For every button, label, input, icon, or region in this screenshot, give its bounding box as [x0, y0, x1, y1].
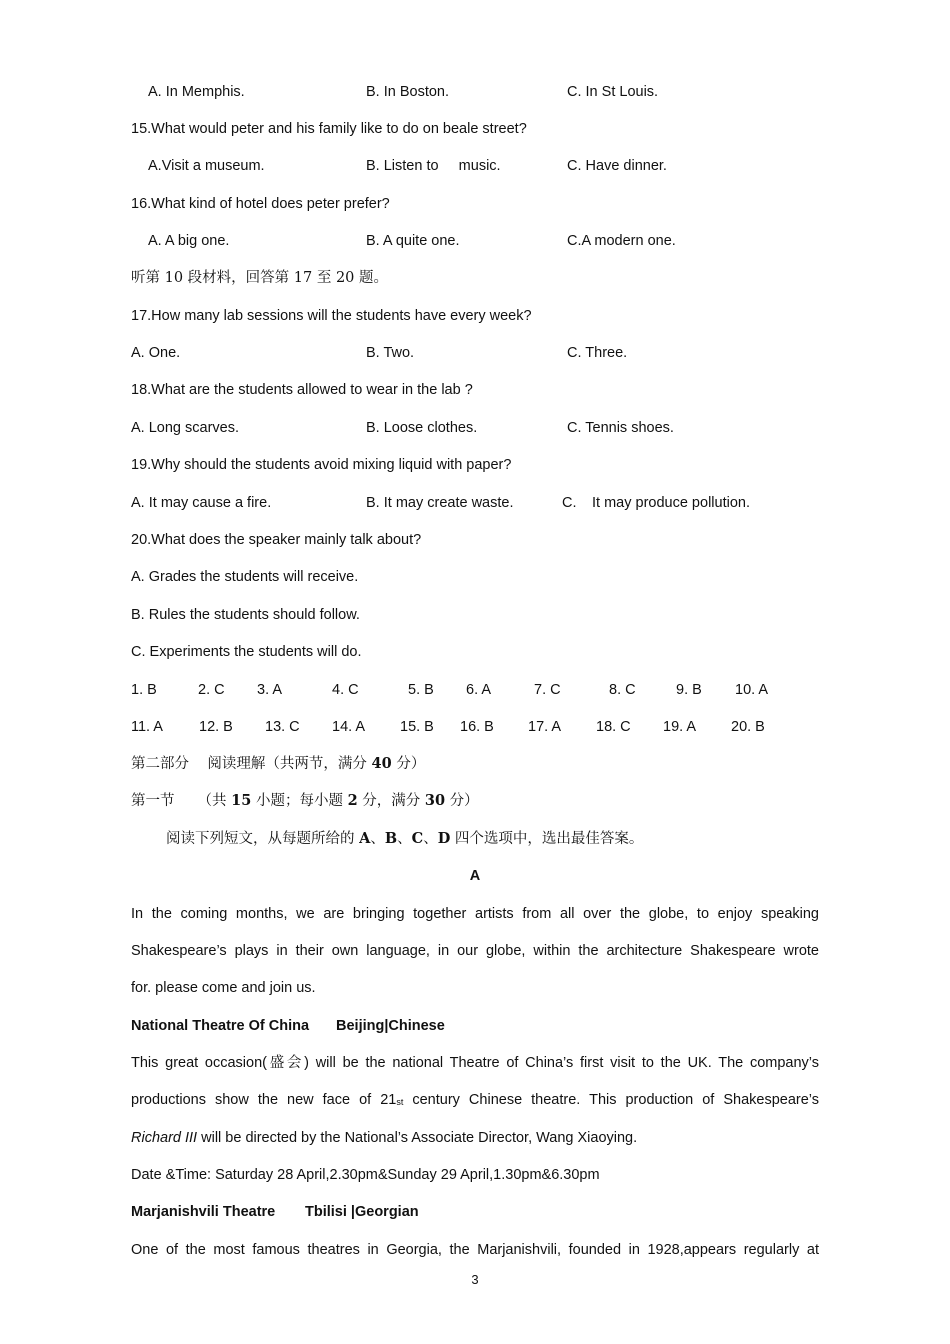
marjanishvili-name: Marjanishvili Theatre: [131, 1204, 276, 1220]
answer-item: 15. B: [400, 719, 434, 735]
q16-option-b: B. A quite one.: [366, 233, 460, 249]
answer-item: 16. B: [460, 719, 494, 735]
answer-item: 13. C: [265, 719, 300, 735]
answer-item: 14. A: [332, 719, 366, 735]
answer-item: 7. C: [534, 682, 561, 698]
q19-stem: 19.Why should the students avoid mixing liquid with paper?: [131, 457, 512, 473]
marjanishvili-location: Tbilisi |Georgian: [305, 1204, 419, 1220]
nt-china-line-2: productions show the new face of 21st century Chinese theatre. This production of Shakespeare’s: [131, 1092, 820, 1108]
section-10-instruction: 听第 10 段材料，回答第 17 至 20 题。: [131, 270, 389, 286]
answer-item: 1. B: [131, 682, 157, 698]
answer-item: 9. B: [676, 682, 702, 698]
marjanishvili-line-1: One of the most famous theatres in Georgia, the Marjanishvili, founded in 1928,appears regularly at: [131, 1242, 819, 1258]
nt-china-datetime: Date &Time: Saturday 28 April,2.30pm&Sunday 29 April,1.30pm&6.30pm: [131, 1167, 600, 1183]
nt-china-location: Beijing|Chinese: [336, 1018, 445, 1034]
q16-option-c: C.A modern one.: [567, 233, 676, 249]
q18-option-c: C. Tennis shoes.: [567, 420, 674, 436]
answer-item: 4. C: [332, 682, 359, 698]
q18-option-b: B. Loose clothes.: [366, 420, 478, 436]
intro-line-2: Shakespeare’s plays in their own language, in our globe, within the architecture Shakespeare wrote: [131, 943, 819, 959]
answer-item: 3. A: [257, 682, 282, 698]
q14-option-c: C. In St Louis.: [567, 84, 659, 100]
q16-stem: 16.What kind of hotel does peter prefer?: [131, 196, 390, 212]
q17-stem: 17.How many lab sessions will the students have every week?: [131, 308, 532, 324]
q18-stem: 18.What are the students allowed to wear in the lab ?: [131, 382, 473, 398]
q14-option-b: B. In Boston.: [366, 84, 450, 100]
answer-item: 12. B: [199, 719, 233, 735]
answer-item: 17. A: [528, 719, 562, 735]
q18-option-a: A. Long scarves.: [131, 420, 239, 436]
q20-option-c: C. Experiments the students will do.: [131, 644, 362, 660]
q15-option-b: B. Listen to music.: [366, 158, 501, 174]
intro-line-1: In the coming months, we are bringing together artists from all over the globe, to enjoy speaking: [131, 906, 819, 922]
q20-option-b: B. Rules the students should follow.: [131, 607, 360, 623]
q17-option-a: A. One.: [131, 345, 181, 361]
answer-item: 20. B: [731, 719, 765, 735]
q20-stem: 20.What does the speaker mainly talk about?: [131, 532, 422, 548]
answer-item: 2. C: [198, 682, 225, 698]
section-one-heading: 第一节 （共 15 小题；每小题 2 分，满分 30 分）: [131, 792, 479, 809]
reading-instruction: 阅读下列短文，从每题所给的 A、B、C、D 四个选项中，选出最佳答案。: [166, 830, 644, 847]
intro-line-3: for. please come and join us.: [131, 980, 316, 996]
q19-option-b: B. It may create waste.: [366, 495, 514, 511]
q17-option-b: B. Two.: [366, 345, 415, 361]
answer-item: 10. A: [735, 682, 769, 698]
answer-item: 18. C: [596, 719, 631, 735]
q19-option-c-letter: C.: [562, 495, 577, 511]
passage-title: A: [469, 868, 481, 884]
q19-option-c: It may produce pollution.: [592, 495, 750, 511]
part-two-heading: 第二部分 阅读理解（共两节，满分 40 分）: [131, 755, 426, 772]
answer-item: 8. C: [609, 682, 636, 698]
q14-option-a: A. In Memphis.: [148, 84, 245, 100]
q19-option-a: A. It may cause a fire.: [131, 495, 272, 511]
answer-item: 11. A: [131, 719, 163, 735]
q15-option-a: A.Visit a museum.: [148, 158, 265, 174]
page-number: 3: [471, 1272, 479, 1287]
nt-china-name: National Theatre Of China: [131, 1018, 310, 1034]
q15-stem: 15.What would peter and his family like to do on beale street?: [131, 121, 527, 137]
nt-china-line-3: Richard III will be directed by the National’s Associate Director, Wang Xiaoying.: [131, 1130, 638, 1146]
answer-item: 5. B: [408, 682, 434, 698]
answer-item: 19. A: [663, 719, 697, 735]
answer-item: 6. A: [466, 682, 491, 698]
q16-option-a: A. A big one.: [148, 233, 230, 249]
q17-option-c: C. Three.: [567, 345, 628, 361]
nt-china-line-1: This great occasion(盛会) will be the national Theatre of China’s first visit to the UK. The company’s: [131, 1055, 819, 1071]
q15-option-c: C. Have dinner.: [567, 158, 667, 174]
q20-option-a: A. Grades the students will receive.: [131, 569, 359, 585]
